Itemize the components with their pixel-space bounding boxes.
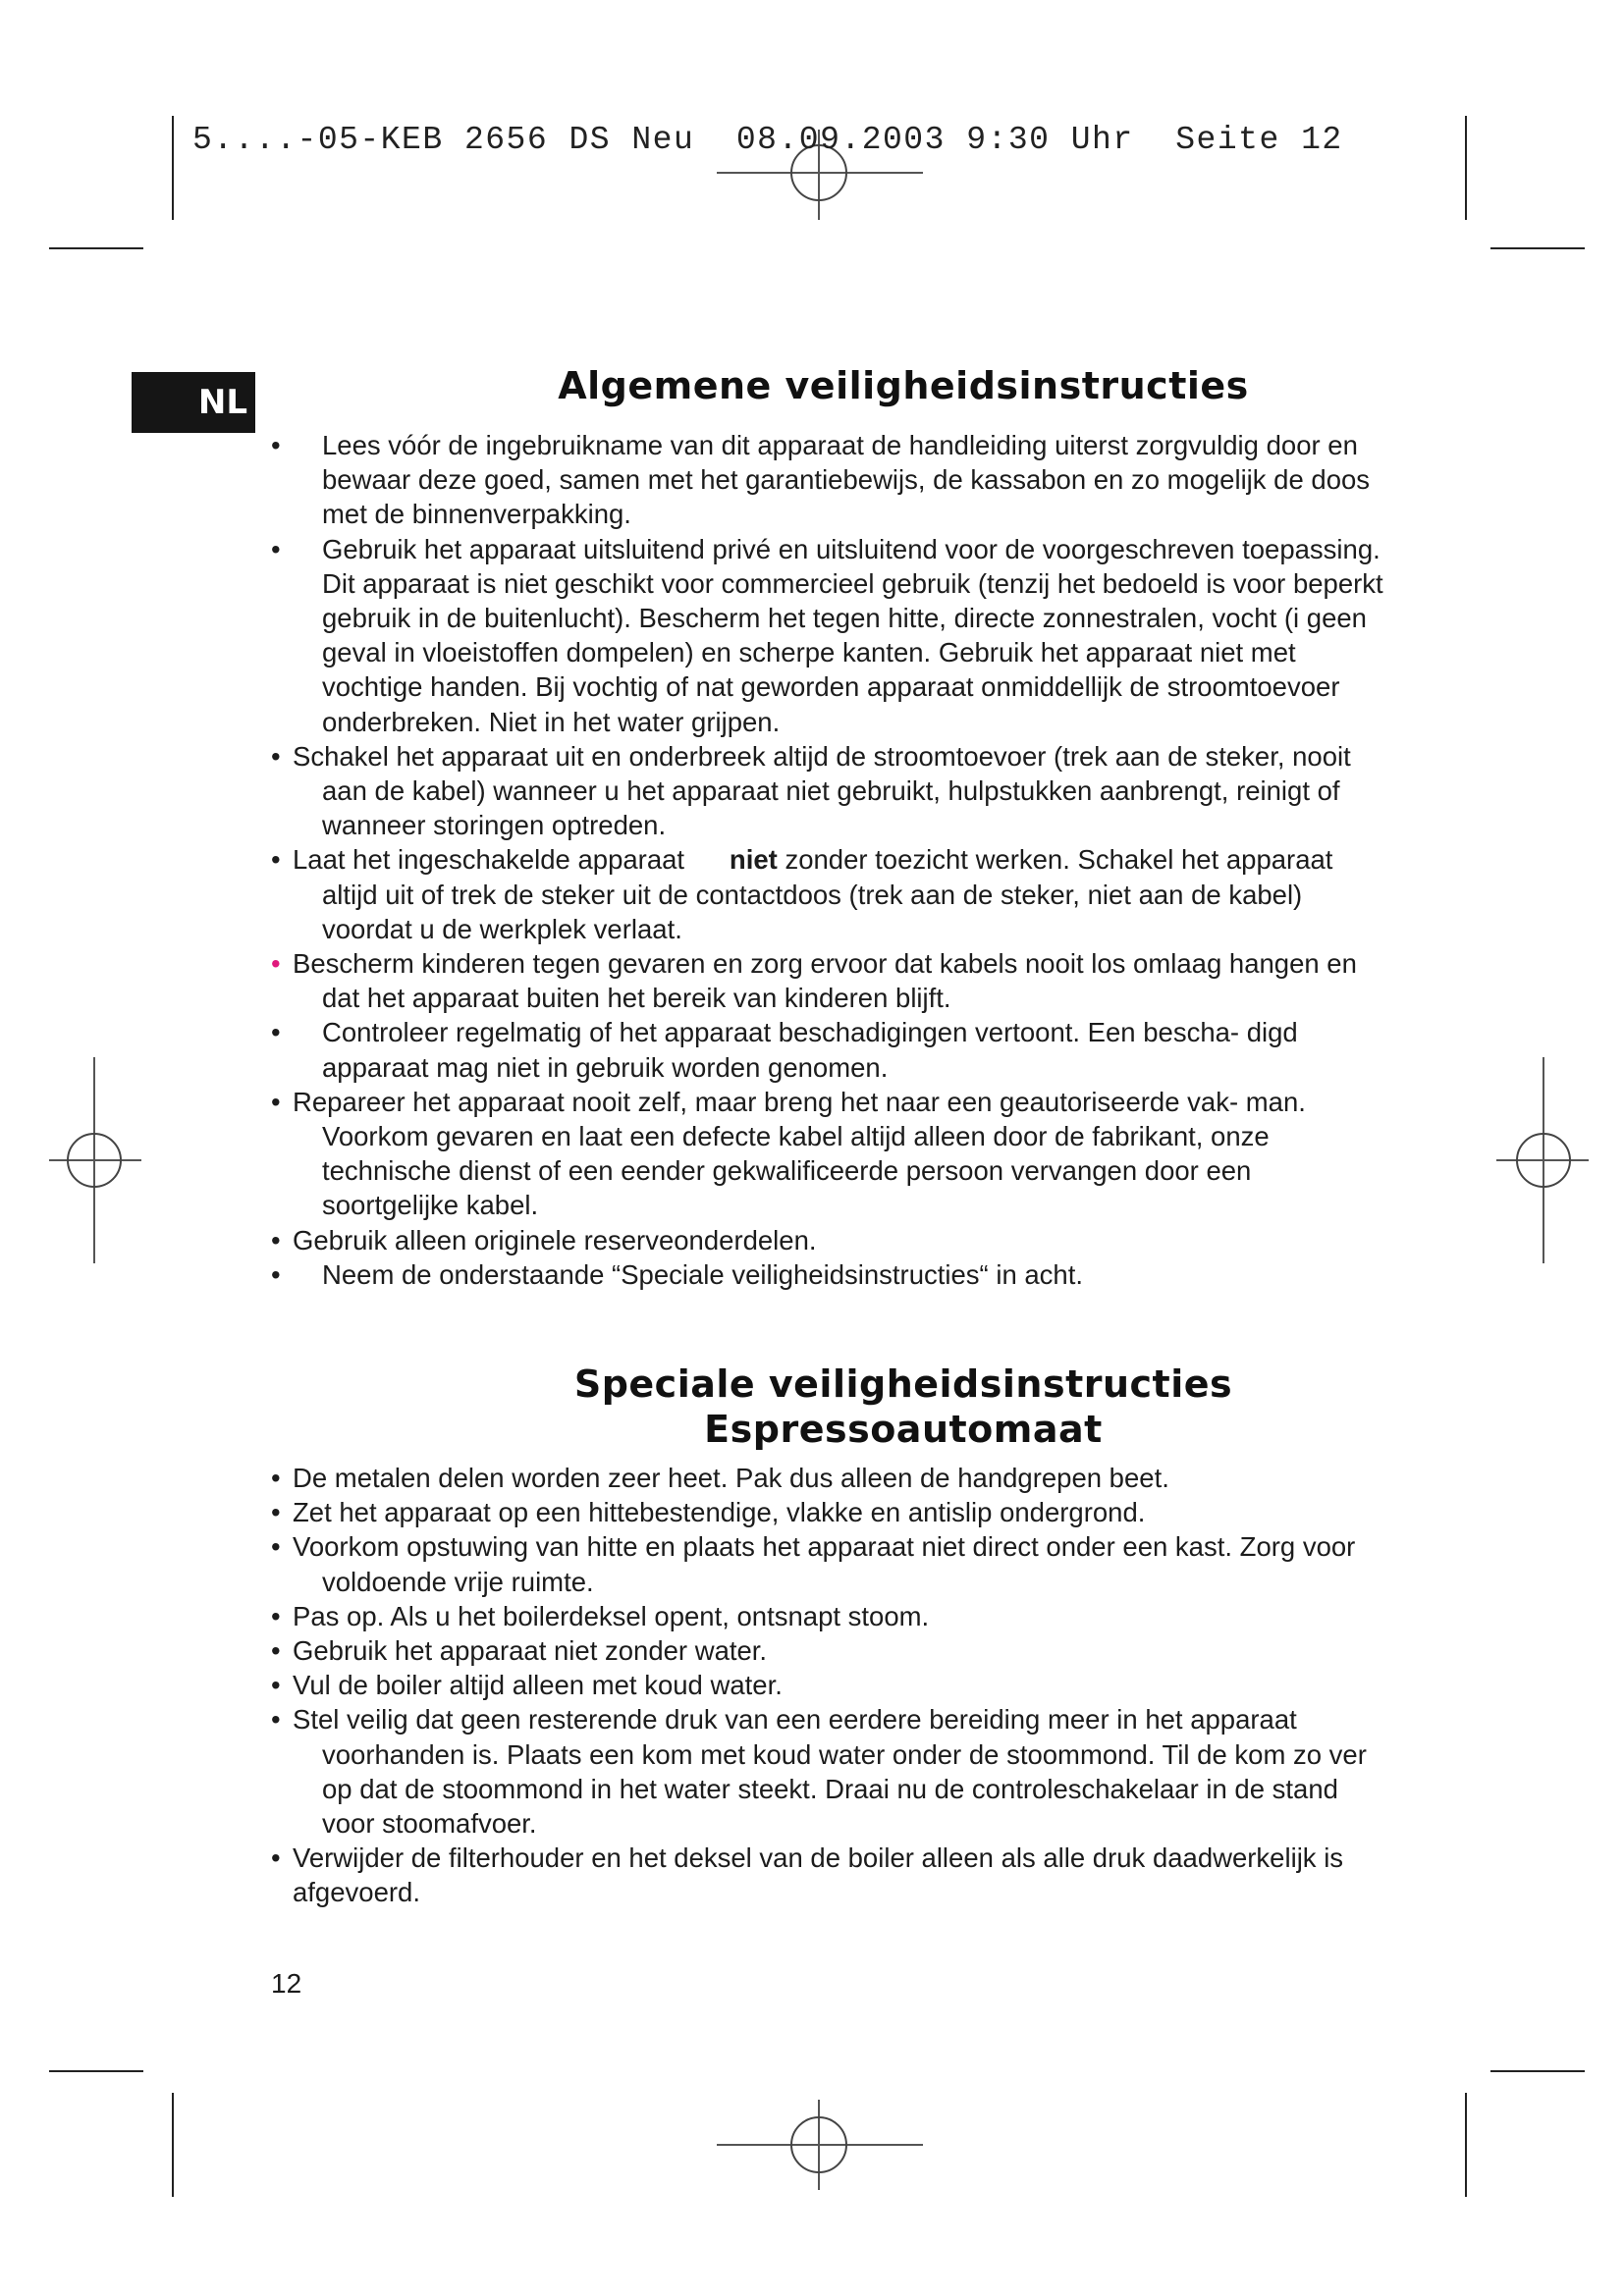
list-item: • Lees vóór de ingebruikname van dit apparaat de handleiding uiterst zorgvuldig door en bewaar deze goed, samen met het garantiebewijs, de kassabon en zo mogelijk de doos met de binnenverpakking. [271, 430, 1371, 530]
list-item: • Schakel het apparaat uit en onderbreek altijd de stroomtoevoer (trek aan de steker, nooit aan de kabel) wanneer u het apparaat niet gebruikt, hulpstukken aanbrengt, reinigt of wanneer storingen optreden. [271, 740, 1351, 841]
section-subtitle-espresso: Espressoautomaat [704, 1408, 1103, 1451]
list-item: • Laat het ingeschakelde apparaat niet zonder toezicht werken. Schakel het apparaat altijd uit of trek de steker uit de contactdoos (trek aan de steker, niet aan de kabel) voordat u de werkplek verlaat. [271, 844, 1333, 944]
page-number: 12 [271, 1968, 302, 1999]
crop-mark [1465, 2093, 1467, 2197]
crop-mark [1490, 2070, 1585, 2072]
list-item: • Vul de boiler altijd alleen met koud water. [271, 1670, 783, 1701]
list-item: • Voorkom opstuwing van hitte en plaats het apparaat niet direct onder een kast. Zorg voor voldoende vrije ruimte. [271, 1531, 1356, 1597]
list-item: • De metalen delen worden zeer heet. Pak dus alleen de handgrepen beet. [271, 1463, 1169, 1493]
print-slug: 5....-05-KEB 2656 DS Neu 08.09.2003 9:30 Uhr Seite 12 [192, 122, 1343, 158]
language-tab: NL [132, 372, 255, 433]
special-instructions-list [265, 1461, 1384, 1910]
list-item: • Pas op. Als u het boilerdeksel opent, ontsnapt stoom. [271, 1600, 930, 1631]
list-item: • Neem de onderstaande “Speciale veiligheidsinstructies“ in acht. [271, 1258, 1084, 1290]
registration-mark-right [1492, 1053, 1591, 1269]
section-title-special: Speciale veiligheidsinstructies [573, 1362, 1233, 1406]
crop-mark [172, 2093, 174, 2197]
general-instructions-list [265, 428, 1384, 1292]
crop-mark [49, 2070, 143, 2072]
crop-mark [1490, 247, 1585, 249]
crop-mark [172, 116, 174, 220]
list-item: • Stel veilig dat geen resterende druk van een eerdere bereiding meer in het apparaat voorhanden is. Plaats een kom met koud water onder de stoommond. Til de kom zo ver op dat de stoommond in het water steekt. Draai nu de controleschakelaar in de stand voor stoomafvoer. [271, 1704, 1367, 1840]
registration-mark-bottom [707, 2096, 933, 2194]
list-item: • Repareer het apparaat nooit zelf, maar breng het naar een geautoriseerde vak- man. Voorkom gevaren en laat een defecte kabel altijd alleen door de fabrikant, onze technische dienst of een eender gekwalificeerde persoon vervangen door een soortgelijke kabel. [271, 1086, 1306, 1221]
crop-mark [1465, 116, 1467, 220]
list-item: • Zet het apparaat op een hittebestendige, vlakke en antislip ondergrond. [271, 1497, 1146, 1528]
registration-mark-left [47, 1053, 145, 1269]
crop-mark [49, 247, 143, 249]
list-item: • Bescherm kinderen tegen gevaren en zorg ervoor dat kabels nooit los omlaag hangen en dat het apparaat buiten het bereik van kinderen blijft. [271, 948, 1357, 1014]
list-item: • Gebruik alleen originele reserveonderdelen. [271, 1224, 817, 1255]
list-item: • Gebruik het apparaat niet zonder water. [271, 1635, 768, 1667]
list-item: • Gebruik het apparaat uitsluitend privé en uitsluitend voor de voorgeschreven toepassing. Dit apparaat is niet geschikt voor commercieel gebruik (tenzij het bedoeld is voor beperkt gebruik in de buitenlucht). Bescherm het tegen hitte, directe zonnestralen, vocht (i geen geval in vloeistoffen dompelen) en scherpe kanten. Gebruik het apparaat niet met vochtige handen. Bij vochtig of nat geworden apparaat onmiddellijk de stroomtoevoer onderbreken. Niet in het water grijpen. [271, 533, 1383, 737]
list-item: • Controleer regelmatig of het apparaat beschadigingen vertoont. Een bescha- digd apparaat mag niet in gebruik worden genomen. [271, 1017, 1298, 1083]
list-item: • Verwijder de filterhouder en het deksel van de boiler alleen als alle druk daadwerkelijk is afgevoerd. [271, 1842, 1344, 1908]
section-title-general: Algemene veiligheidsinstructies [558, 364, 1249, 407]
